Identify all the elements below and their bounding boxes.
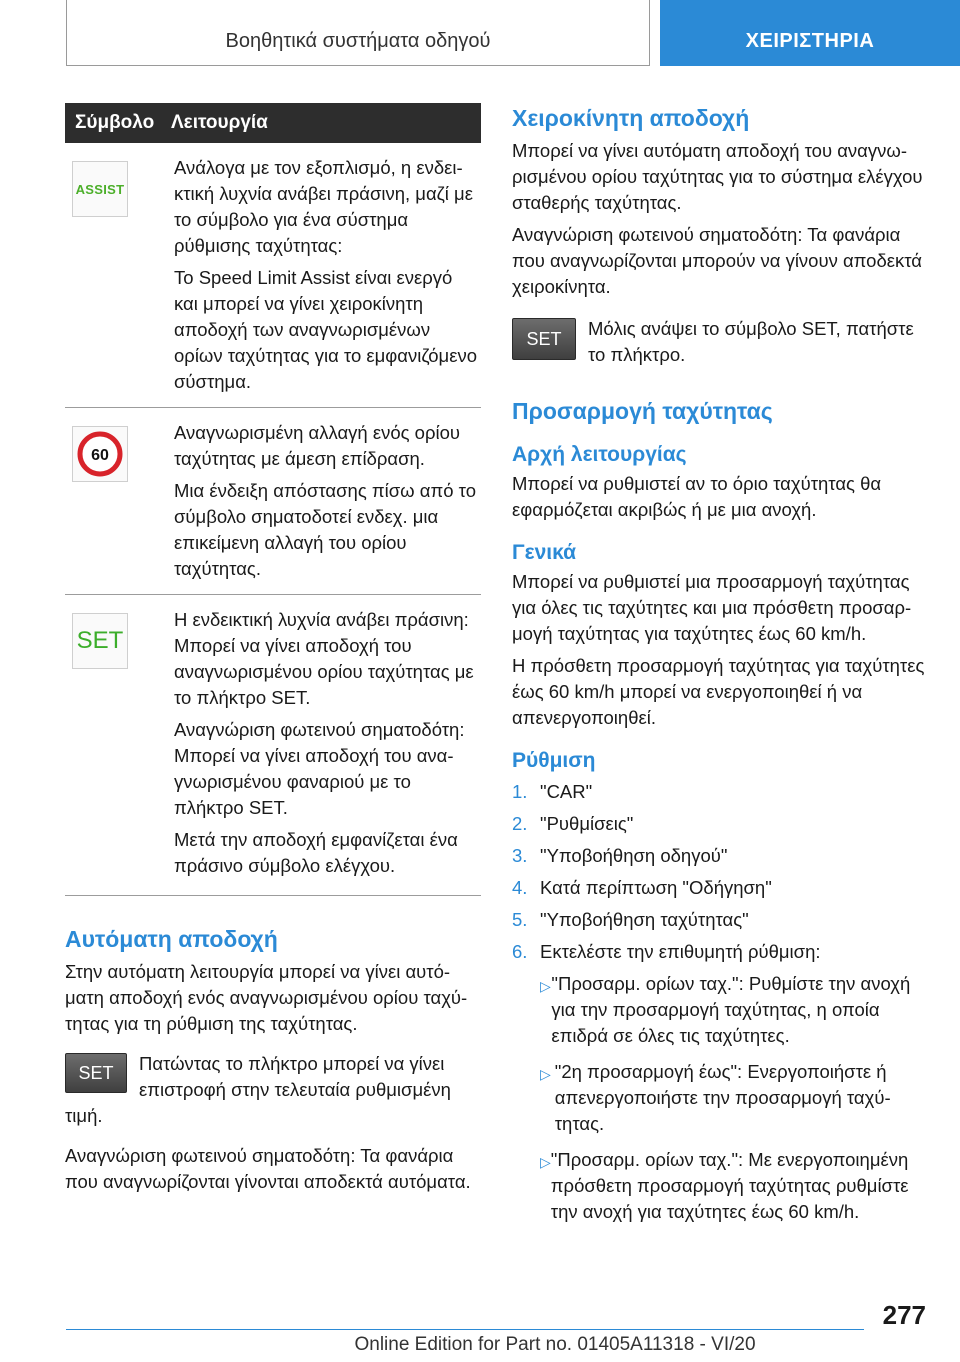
- triangle-bullet-icon: ▷: [540, 978, 551, 994]
- manual-traffic-light-text: Αναγνώριση φωτεινού σηματοδότη: Τα φανάρια που αναγνωρίζονται μπορούν να γίνουν αποδεκτά χειροκίνητα.: [512, 224, 922, 297]
- step-text: "Υποβοήθηση οδηγού": [540, 845, 728, 866]
- sub-list-item: [540, 971, 932, 1049]
- symbol-cell: [65, 155, 161, 395]
- function-cell: [161, 607, 481, 879]
- right-column: [512, 103, 932, 1235]
- step-text: Κατά περίπτωση "Οδήγηση": [540, 877, 772, 898]
- table-row: [65, 408, 481, 595]
- step-number: 2.: [512, 813, 528, 834]
- manual-paragraph: Μπορεί να γίνει αυτόματη αποδοχή του αναγνωρισμένου ορίου ταχύτητας για το σύστημα ελέγχου σταθερής ταχύτητας.: [512, 140, 923, 213]
- list-item: [512, 811, 932, 837]
- step-text: "Ρυθμίσεις": [540, 813, 634, 834]
- assist-icon: ASSIST: [72, 161, 128, 217]
- step-number: 1.: [512, 781, 528, 802]
- function-text: Μετά την αποδοχή εμφανίζεται ένα πράσινο σύμβολο ελέγχου.: [174, 829, 458, 876]
- sub-list-item: [540, 1147, 932, 1225]
- sub-step-text: "2η προσαρμογή έως": Ενεργοποιήστε ή απενεργοποιήστε την προσαρμογή ταχύτητας.: [554, 1061, 891, 1134]
- list-item: [512, 779, 932, 805]
- footer-edition: Online Edition for Part no. 01405A11318 - VI/20: [354, 1334, 756, 1355]
- list-item: [512, 907, 932, 933]
- section-title-manual: Χειροκίνητη αποδοχή: [512, 105, 750, 131]
- list-item: [512, 843, 932, 869]
- set-indicator-icon: SET: [72, 613, 128, 669]
- function-text: Ανάλογα με τον εξοπλισμό, η ενδεικτική λυχνία ανάβει πράσινη, μαζί με το σύμβολο για ένα σύστημα ρύθμισης ταχύτητας:: [174, 157, 473, 256]
- left-column: [65, 103, 481, 1195]
- sub-list-item: [540, 1059, 932, 1137]
- principle-text: Μπορεί να ρυθμιστεί αν το όριο ταχύτητας θα εφαρμόζεται ακριβώς ή με μια ανοχή.: [512, 473, 882, 520]
- set-key-icon: SET: [512, 318, 576, 360]
- triangle-bullet-icon: ▷: [540, 1066, 551, 1082]
- subsection-title-general: Γενικά: [512, 541, 577, 564]
- step-number: 6.: [512, 941, 528, 962]
- section-title-adjust: Προσαρμογή ταχύτητας: [512, 398, 773, 424]
- function-cell: [161, 155, 481, 395]
- function-text: Η ενδεικτική λυχνία ανάβει πράσινη: Μπορεί να γίνει αποδοχή του αναγνωρισμένου ορίου ταχύτητας με το πλήκτρο SET.: [174, 609, 474, 708]
- step-number: 4.: [512, 877, 528, 898]
- symbol-cell: [65, 420, 161, 582]
- header-tab-label: ΧΕΙΡΙΣΤΗΡΙΑ: [745, 30, 875, 52]
- general-text: Η πρόσθετη προσαρμογή ταχύτητας για ταχύτητες έως 60 km/h μπορεί να ενεργοποιηθεί ή να απενεργοποιηθεί.: [512, 655, 925, 728]
- column-header-function: Λειτουργία: [171, 112, 268, 133]
- triangle-bullet-icon: ▷: [540, 1154, 551, 1170]
- header-tab[interactable]: [660, 0, 960, 66]
- speed-limit-value: 60: [91, 447, 109, 464]
- auto-key-block: [65, 1051, 481, 1129]
- table-header: [65, 103, 481, 143]
- manual-key-text: Μόλις ανάψει το σύμβολο SET, πατήστε το πλήκτρο.: [588, 318, 914, 365]
- function-text: Αναγνώριση φωτεινού σηματοδότη: Μπορεί να γίνει αποδοχή του αναγνωρισμένου φαναριού με το πλήκτρο SET.: [174, 719, 465, 818]
- list-item: [512, 875, 932, 901]
- step-text: Εκτελέστε την επιθυμητή ρύθμιση:: [540, 941, 821, 962]
- step-number: 3.: [512, 845, 528, 866]
- subsection-title-setting: Ρύθμιση: [512, 749, 596, 772]
- page-header: [0, 0, 960, 66]
- auto-paragraph: Στην αυτόματη λειτουργία μπορεί να γίνει αυτόματη αποδοχή ενός αναγνωρισμένου ορίου ταχύτητας για τη ρύθμιση της ταχύτητας.: [65, 961, 468, 1034]
- function-text: Αναγνωρισμένη αλλαγή ενός ορίου ταχύτητας με άμεση επίδραση.: [174, 422, 460, 469]
- speed-limit-sign-icon: [72, 426, 128, 482]
- setting-steps: [512, 779, 932, 965]
- table-row: [65, 143, 481, 408]
- function-text: Το Speed Limit Assist είναι ενεργό και μπορεί να γίνει χειροκίνητη αποδοχή των αναγνωρισμένων ορίων ταχύτητας για το εμφανιζόμενο σύστημα.: [174, 267, 478, 392]
- column-header-symbol: Σύμβολο: [75, 112, 155, 133]
- manual-key-block: [512, 316, 932, 368]
- header-section-title: Βοηθητικά συστήματα οδηγού: [225, 30, 491, 52]
- section-title-auto: Αυτόματη αποδοχή: [65, 926, 278, 952]
- set-key-icon: SET: [65, 1053, 127, 1093]
- footer-divider: [66, 1329, 864, 1330]
- general-text: Μπορεί να ρυθμιστεί μια προσαρμογή ταχύτητας για όλες τις ταχύτητες και μια πρόσθετη προσαρμογή ταχύτητας για ταχύτητες έως 60 km/h.: [512, 571, 912, 644]
- auto-key-text: Πατώντας το πλήκτρο μπορεί να γίνει επιστροφή στην τελευταία ρυθμισμένη τιμή.: [65, 1053, 451, 1126]
- auto-traffic-light-text: Αναγνώριση φωτεινού σηματοδότη: Τα φανάρια που αναγνωρίζονται γίνονται αποδεκτά αυτόματα.: [65, 1145, 471, 1192]
- step-text: "CAR": [540, 781, 593, 802]
- sub-step-text: "Προσαρμ. ορίων ταχ.": Με ενεργοποιημένη πρόσθετη προσαρμογή ταχύτητας ρυθμίστε την ανοχή για ταχύτητες έως 60 km/h.: [550, 1149, 909, 1222]
- subsection-title-principle: Αρχή λειτουργίας: [512, 443, 687, 466]
- step-text: "Υποβοήθηση ταχύτητας": [540, 909, 749, 930]
- function-cell: [161, 420, 481, 582]
- sub-step-text: "Προσαρμ. ορίων ταχ.": Ρυθμίστε την ανοχή για την προσαρμογή ταχύτητας, η οποία επιδρά σε όλες τις ταχύτητες.: [551, 973, 911, 1046]
- step-number: 5.: [512, 909, 528, 930]
- page-number: 277: [882, 1300, 926, 1330]
- list-item: [512, 939, 932, 965]
- table-row: [65, 595, 481, 896]
- symbol-cell: [65, 607, 161, 879]
- function-text: Μια ένδειξη απόστασης πίσω από το σύμβολο σηματοδοτεί ενδεχ. μια επικείμενη αλλαγή του ορίου ταχύτητας.: [174, 480, 476, 579]
